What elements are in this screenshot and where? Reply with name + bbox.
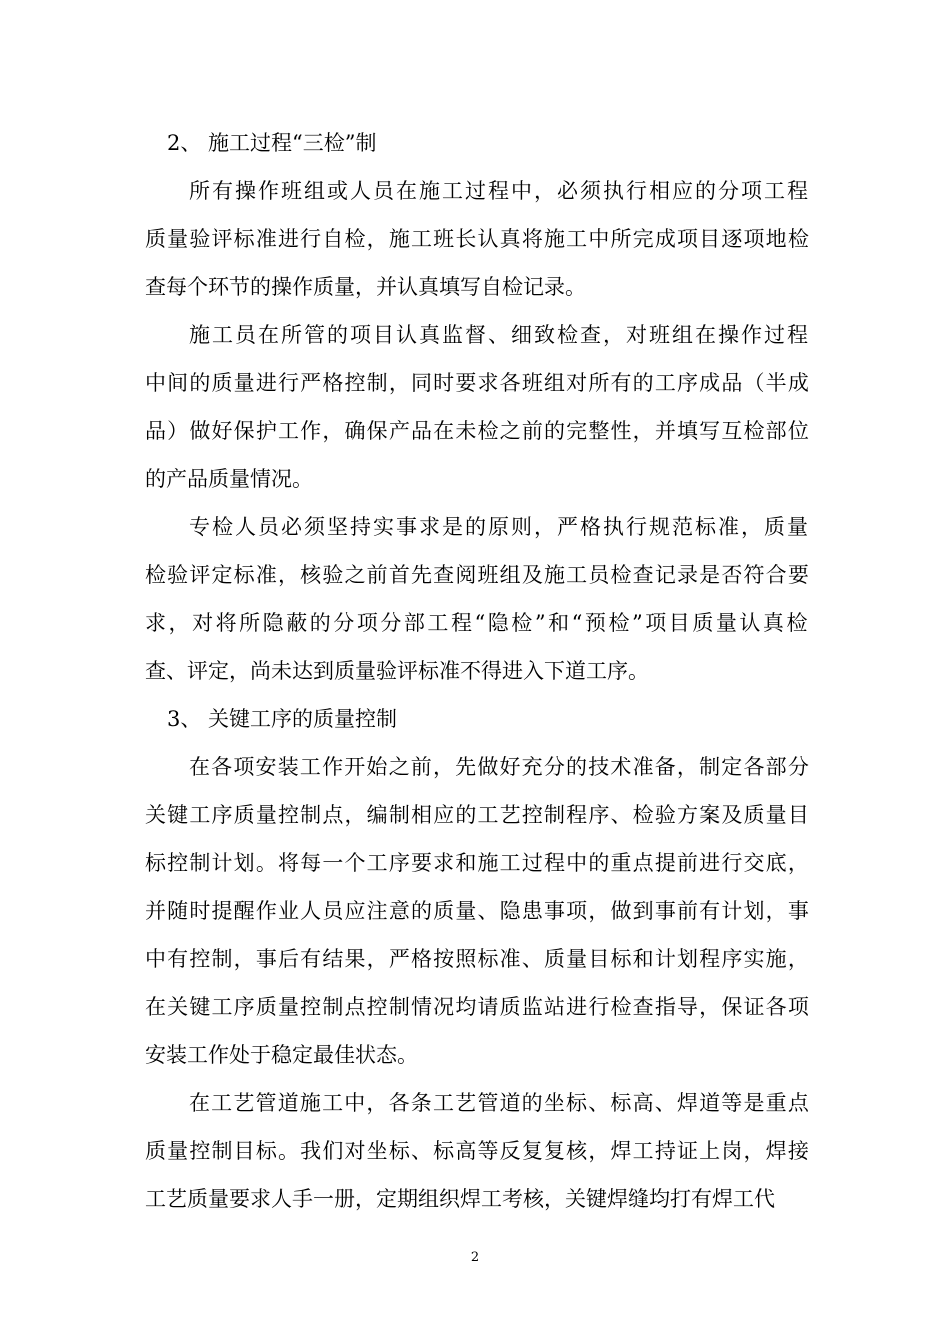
paragraph-line: 所有操作班组或人员在施工过程中，必须执行相应的分项工程	[189, 179, 810, 203]
paragraph-line: 关键工序质量控制点，编制相应的工艺控制程序、检验方案及质量目	[145, 803, 810, 827]
document-body	[145, 119, 810, 1223]
paragraph-line: 质量验评标准进行自检，施工班长认真将施工中所完成项目逐项地检	[145, 227, 810, 251]
paragraph-line: 质量控制目标。我们对坐标、标高等反复复核，焊工持证上岗，焊接	[145, 1139, 810, 1163]
paragraph-line: 标控制计划。将每一个工序要求和施工过程中的重点提前进行交底，	[145, 851, 810, 875]
paragraph-line: 求，对将所隐蔽的分项分部工程“隐检”和“预检”项目质量认真检	[145, 611, 810, 635]
paragraph-line: 在工艺管道施工中，各条工艺管道的坐标、标高、焊道等是重点	[189, 1091, 810, 1115]
page-number: 2	[470, 1250, 480, 1265]
paragraph-line: 施工员在所管的项目认真监督、细致检查，对班组在操作过程	[189, 323, 810, 347]
paragraph-line: 专检人员必须坚持实事求是的原则，严格执行规范标准，质量	[189, 515, 810, 539]
section-heading-2: 2、 施工过程“三检”制	[167, 131, 377, 155]
paragraph-self-inspection	[145, 167, 810, 311]
paragraph-line: 中间的质量进行严格控制，同时要求各班组对所有的工序成品（半成	[145, 371, 810, 395]
paragraph-key-process-control	[145, 743, 810, 1079]
paragraph-line: 在各项安装工作开始之前，先做好充分的技术准备，制定各部分	[189, 755, 810, 779]
paragraph-line: 中有控制，事后有结果，严格按照标准、质量目标和计划程序实施，	[145, 947, 810, 971]
paragraph-line: 在关键工序质量控制点控制情况均请质监站进行检查指导，保证各项	[145, 995, 810, 1019]
paragraph-line: 工艺质量要求人手一册，定期组织焊工考核，关键焊缝均打有焊工代	[145, 1187, 775, 1211]
paragraph-line: 的产品质量情况。	[145, 467, 313, 491]
paragraph-line: 并随时提醒作业人员应注意的质量、隐患事项，做到事前有计划，事	[145, 899, 810, 923]
section-heading-3: 3、 关键工序的质量控制	[167, 707, 398, 731]
paragraph-line: 品）做好保护工作，确保产品在未检之前的完整性，并填写互检部位	[145, 419, 810, 443]
paragraph-line: 检验评定标准，核验之前首先查阅班组及施工员检查记录是否符合要	[145, 563, 810, 587]
paragraph-line: 查、评定，尚未达到质量验评标准不得进入下道工序。	[145, 659, 649, 683]
paragraph-line: 查每个环节的操作质量，并认真填写自检记录。	[145, 275, 586, 299]
paragraph-pipeline-construction	[145, 1079, 810, 1223]
paragraph-mutual-inspection	[145, 311, 810, 503]
paragraph-special-inspection	[145, 503, 810, 695]
paragraph-line: 安装工作处于稳定最佳状态。	[145, 1043, 418, 1067]
